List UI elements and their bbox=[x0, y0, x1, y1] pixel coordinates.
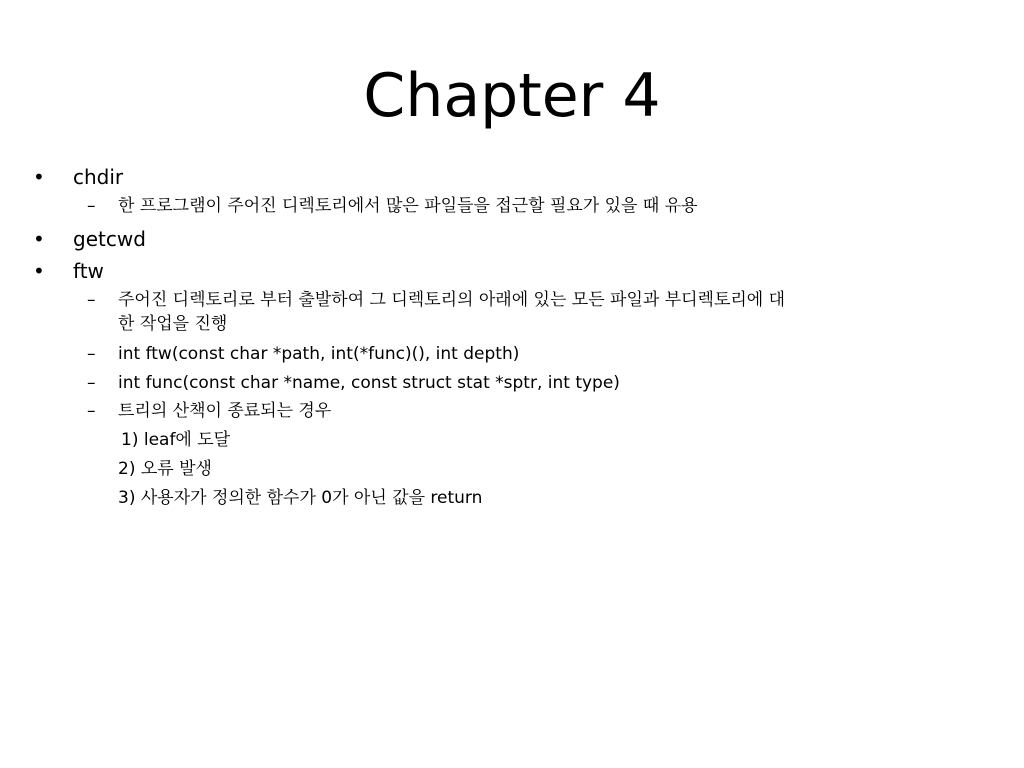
bullet-icon: • bbox=[33, 259, 45, 283]
dash-icon: – bbox=[87, 373, 96, 393]
sub-item-label-line1: 주어진 디렉토리로 부터 출발하여 그 디렉토리의 아래에 있는 모든 파일과 부디렉토리에 대 bbox=[118, 290, 786, 310]
sub-item-label: int func(const char *name, const struct stat *sptr, int type) bbox=[118, 373, 620, 393]
sub-item-label: 트리의 산책이 종료되는 경우 bbox=[118, 401, 332, 421]
dash-icon: – bbox=[87, 196, 96, 216]
bullet-label: ftw bbox=[73, 259, 104, 283]
dash-icon: – bbox=[87, 344, 96, 364]
dash-icon: – bbox=[87, 401, 96, 421]
slide-title: Chapter 4 bbox=[363, 61, 661, 131]
dash-icon: – bbox=[87, 290, 96, 310]
case-label: 3) 사용자가 정의한 함수가 0가 아닌 값을 return bbox=[118, 488, 483, 508]
case-label: 1) leaf에 도달 bbox=[121, 430, 231, 450]
sub-item-label-line2: 한 작업을 진행 bbox=[118, 314, 228, 334]
bullet-label: getcwd bbox=[73, 227, 146, 251]
sub-item-label: int ftw(const char *path, int(*func)(), int depth) bbox=[118, 344, 520, 364]
sub-item-label: 한 프로그램이 주어진 디렉토리에서 많은 파일들을 접근할 필요가 있을 때 유용 bbox=[118, 196, 698, 216]
case-label: 2) 오류 발생 bbox=[118, 459, 212, 479]
bullet-icon: • bbox=[33, 227, 45, 251]
bullet-label: chdir bbox=[73, 165, 124, 189]
bullet-icon: • bbox=[33, 165, 45, 189]
